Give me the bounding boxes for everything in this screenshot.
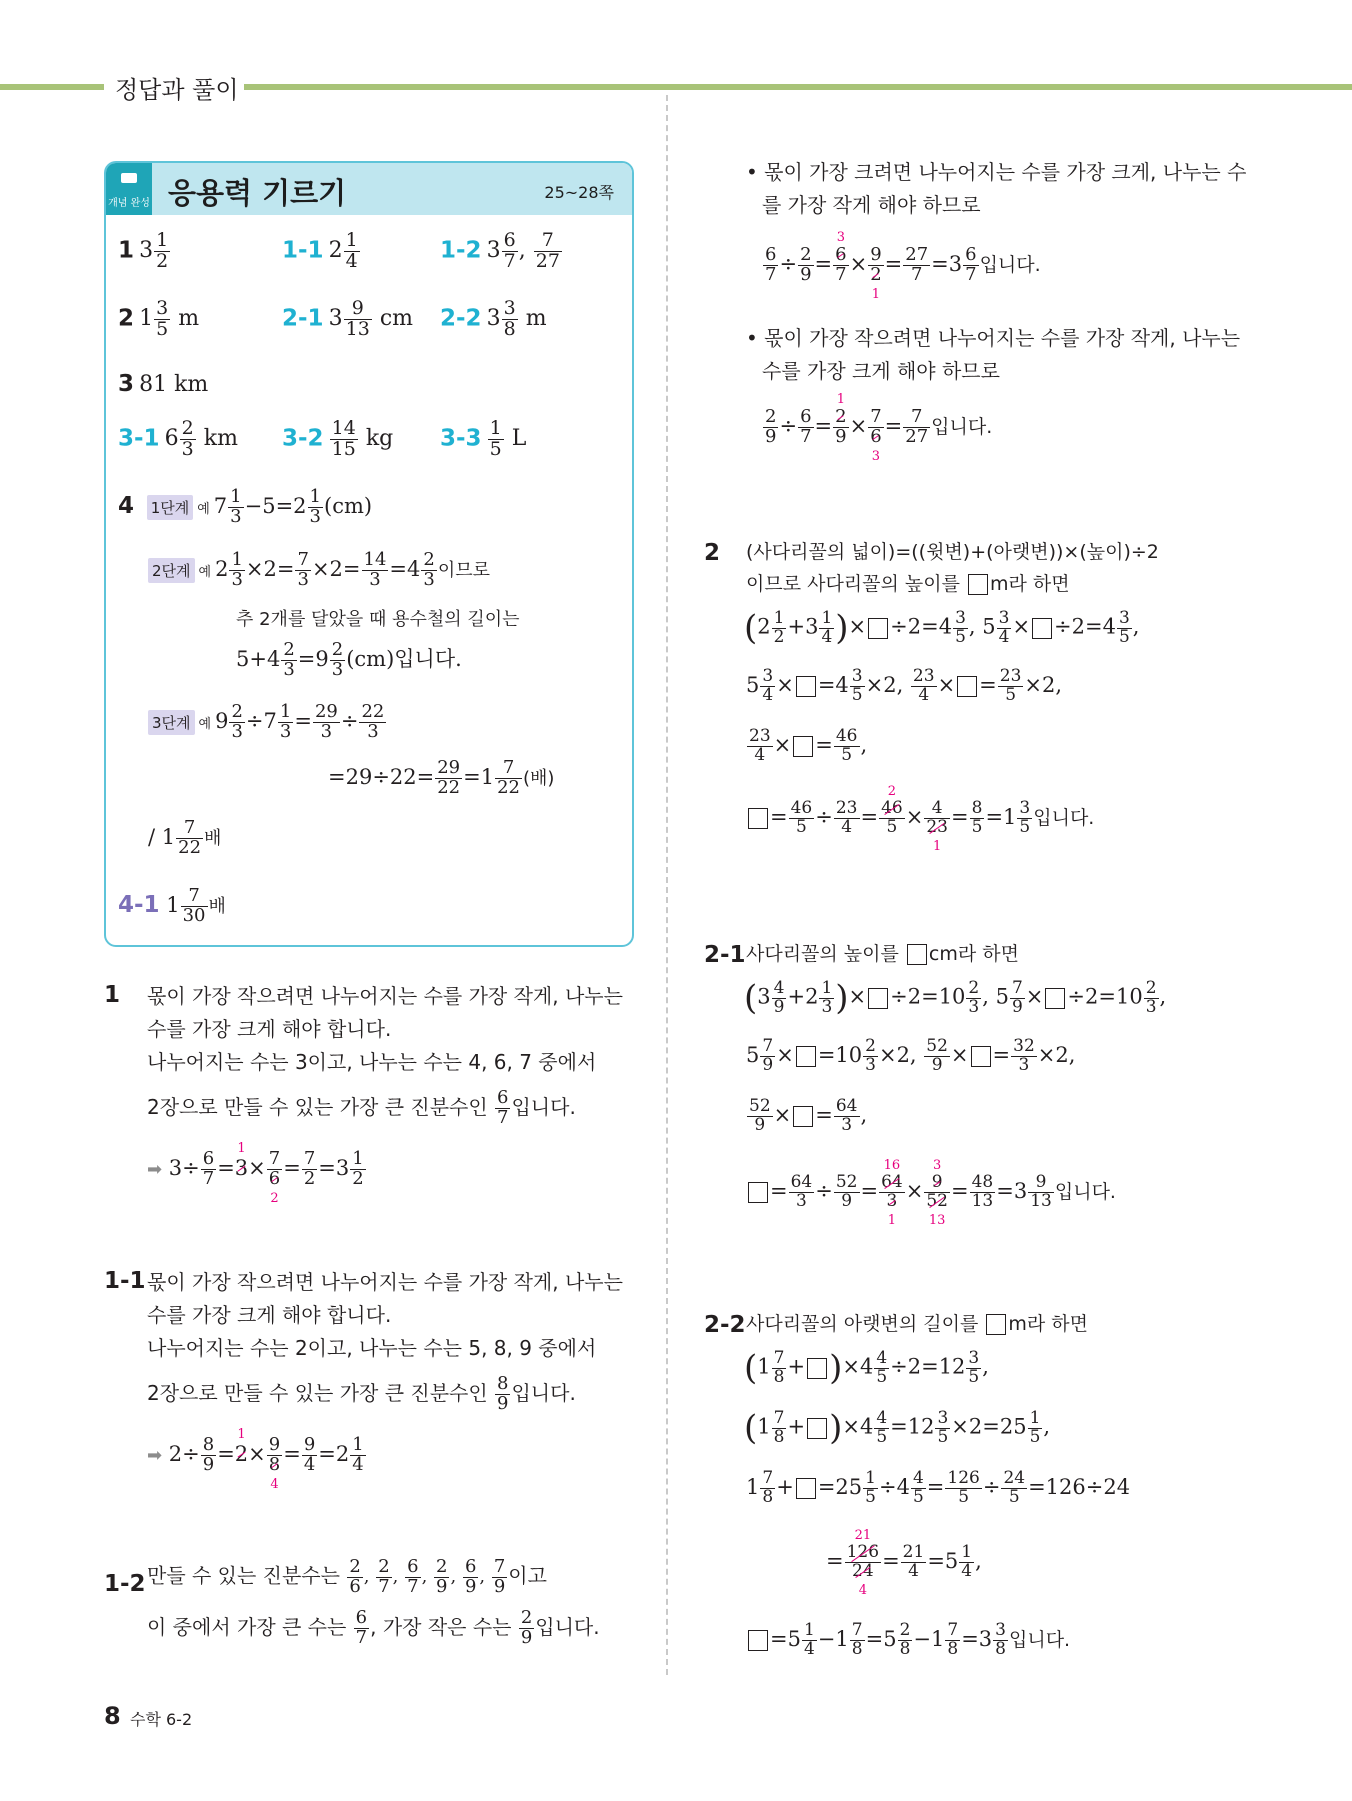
badge-label: 개념 완성 xyxy=(108,198,150,209)
header-rule-right xyxy=(244,84,1352,90)
solution-1-2-text: 만들 수 있는 진분수는 $\frac{2}{6}$ , $\frac{2}{7}$ , $\frac{6}{7}$ , $\frac{2}{9}$ , $\frac{6}{9}$ , $\frac{7}{9}$ 이고 이 중에서 가장 큰 수는 $\frac{6}{7}$ , 가장 작은 수는 $\frac{2}{9}$ 입니다. xyxy=(147,1556,600,1648)
concept-badge xyxy=(106,163,152,215)
solution-1-text: 몫이 가장 작으려면 나누어지는 수를 가장 작게, 나누는 수를 가장 크게 해야 합니다. 나누어지는 수는 3이고, 나누는 수는 4, 6, 7 중에서 2장으로 만들 수 있는 가장 큰 진분수인 $\frac{6}{7}$ 입니다. xyxy=(147,984,623,1128)
page-number: 8 xyxy=(104,1702,121,1730)
answer-3-2: 3-2 $\frac{14}{15}$ kg xyxy=(282,417,394,460)
solution-2-1-number: 2-1 xyxy=(704,942,746,968)
solution-2-eq1: (2 $\frac{1}{2}$ +3 $\frac{1}{4}$ )× ÷2=4 $\frac{3}{5}$ , 5 $\frac{3}{4}$ × ÷2=4 $\frac{3}{5}$ , xyxy=(744,607,1140,648)
solution-2-eq2: 5 $\frac{3}{4}$ × =4 $\frac{3}{5}$ ×2, $\frac{23}{4}$ × = $\frac{23}{5}$ ×2, xyxy=(746,666,1063,705)
footer-subject: 수학 6-2 xyxy=(130,1710,193,1729)
arrow-icon: ➡ xyxy=(147,1444,163,1466)
answer-4-1: 4-1 1 $\frac{7}{30}$ 배 xyxy=(118,885,226,926)
solution-2-2-eq3: 1 $\frac{7}{8}$ + =25 $\frac{1}{5}$ ÷4 $\frac{4}{5}$ = $\frac{126}{5}$ ÷ $\frac{24}{5}$ =126÷24 xyxy=(746,1468,1131,1507)
solution-2-eq4: = $\frac{46}{5}$ ÷ $\frac{23}{4}$ = 2 46 5 × 4 23 1 = $\frac{8}{5}$ =1 $\frac{3}{5}$ 입니다. xyxy=(746,800,1094,837)
solution-1-number: 1 xyxy=(104,982,121,1008)
solution-2-1-eq1: (3 $\frac{4}{9}$ +2 $\frac{1}{3}$ )× ÷2=10 $\frac{2}{3}$ , 5 $\frac{7}{9}$ × ÷2=10 $\frac{2}{3}$ , xyxy=(744,977,1167,1018)
solution-2-1-eq4: = $\frac{64}{3}$ ÷ $\frac{52}{9}$ = 16 64 3 1 × 3 9 52 13 = $\frac{48}{13}$ =3 $\frac{9}{13}$ 입니다. xyxy=(746,1174,1116,1211)
solution-2-1-eq2: 5 $\frac{7}{9}$ × =10 $\frac{2}{3}$ ×2, $\frac{52}{9}$ × = $\frac{32}{3}$ ×2, xyxy=(746,1036,1076,1075)
solution-2-1-line1: 사다리꼴의 높이를 cm라 하면 xyxy=(746,943,1019,965)
hand-icon xyxy=(121,173,137,183)
answer-2: 2 1 $\frac{3}{5}$ m xyxy=(118,297,200,340)
right-eq-2: $\frac{2}{9}$ ÷ $\frac{6}{7}$ = 1 2 9 × 7 6 3 = $\frac{7}{27}$ 입니다. xyxy=(765,392,993,465)
right-bullet-1: • 몫이 가장 크려면 나누어지는 수를 가장 크게, 나누는 수 를 가장 작게 해야 하므로 xyxy=(746,160,1247,217)
solution-2-number: 2 xyxy=(704,540,721,566)
page-range: 25~28쪽 xyxy=(544,183,614,202)
answer-4-step2: 2단계 예 2 $\frac{1}{3}$ ×2= $\frac{7}{3}$ ×2= $\frac{14}{3}$ =4 $\frac{2}{3}$ 이므로 xyxy=(148,551,490,590)
answer-4-step1: 4 1단계 예 7 $\frac{1}{3}$ −5=2 $\frac{1}{3}$ (cm) xyxy=(118,486,373,527)
answer-3-3: 3-3 $\frac{1}{5}$ L xyxy=(440,417,527,460)
answer-1-2: 1-2 3 $\frac{6}{7}$ , $\frac{7}{27}$ xyxy=(440,229,560,272)
answer-4-step3-line2: =29÷22= $\frac{29}{22}$ =1 $\frac{7}{22}$ (배) xyxy=(328,757,555,798)
right-eq-1: $\frac{6}{7}$ ÷ $\frac{2}{9}$ = 3 6 7 × 9 2 1 = $\frac{27}{7}$ =3 $\frac{6}{7}$ 입니다. xyxy=(765,230,1041,303)
section-title: 응용력 기르기 xyxy=(168,176,347,210)
blank-box xyxy=(968,574,988,595)
answer-4-step2-line2: 추 2개를 달았을 때 용수철의 길이는 xyxy=(236,609,520,630)
answer-2-2: 2-2 3 $\frac{3}{8}$ m xyxy=(440,297,547,340)
solution-2-2-eq4: = 21 126 24 4 = $\frac{21}{4}$ =5 $\frac{1}{4}$ , xyxy=(826,1528,982,1599)
arrow-icon: ➡ xyxy=(147,1158,163,1180)
solution-2-line2: 이므로 사다리꼴의 높이를 m라 하면 xyxy=(746,573,1070,595)
solution-2-eq3: $\frac{23}{4}$ × = $\frac{46}{5}$ , xyxy=(749,726,868,765)
solution-2-2-eq5: =5 $\frac{1}{4}$ −1 $\frac{7}{8}$ =5 $\frac{2}{8}$ −1 $\frac{7}{8}$ =3 $\frac{3}{8}$ 입니다. xyxy=(746,1622,1070,1659)
solution-2-1-eq3: $\frac{52}{9}$ × = $\frac{64}{3}$ , xyxy=(749,1096,868,1135)
solution-2-2-eq1: (1 $\frac{7}{8}$ + )×4 $\frac{4}{5}$ ÷2=12 $\frac{3}{5}$ , xyxy=(744,1347,989,1388)
answer-2-1: 2-1 3 $\frac{9}{13}$ cm xyxy=(282,297,414,340)
answer-box-header xyxy=(106,163,632,215)
right-bullet-2: • 몫이 가장 작으려면 나누어지는 수를 가장 작게, 나누는 수를 가장 크게 해야 하므로 xyxy=(746,326,1241,383)
answer-3: 3 81 km xyxy=(118,371,209,397)
solution-2-line1: (사다리꼴의 넓이)=((윗변)+(아랫변))×(높이)÷2 xyxy=(746,541,1159,563)
answer-box xyxy=(104,161,634,947)
answer-3-1: 3-1 6 $\frac{2}{3}$ km xyxy=(118,417,238,460)
column-divider xyxy=(666,95,668,1675)
solution-1-2-number: 1-2 xyxy=(104,1571,146,1597)
answer-4-final: / 1 $\frac{7}{22}$ 배 xyxy=(148,817,222,858)
blank-box xyxy=(907,944,927,965)
solution-1-equation: ➡ 3÷ $\frac{6}{7}$ = 1 3× 7 6 2 = $\frac{7}{2}$ =3 $\frac{1}{2}$ xyxy=(147,1140,364,1207)
page-header-title: 정답과 풀이 xyxy=(115,76,239,104)
solution-1-1-number: 1-1 xyxy=(104,1268,146,1294)
solution-2-2-number: 2-2 xyxy=(704,1312,746,1338)
solution-1-1-text: 몫이 가장 작으려면 나누어지는 수를 가장 작게, 나누는 수를 가장 크게 해야 합니다. 나누어지는 수는 2이고, 나누는 수는 5, 8, 9 중에서 2장으로 만들 수 있는 가장 큰 진분수인 $\frac{8}{9}$ 입니다. xyxy=(147,1270,623,1414)
solution-2-2-line1: 사다리꼴의 아랫변의 길이를 m라 하면 xyxy=(746,1313,1088,1335)
header-rule-left xyxy=(0,84,104,90)
answer-4-step3: 3단계 예 9 $\frac{2}{3}$ ÷7 $\frac{1}{3}$ = $\frac{29}{3}$ ÷ $\frac{22}{3}$ xyxy=(148,703,387,742)
blank-box xyxy=(986,1314,1006,1335)
answer-1-1: 1-1 2 $\frac{1}{4}$ xyxy=(282,229,358,272)
answer-1: 1 3 $\frac{1}{2}$ xyxy=(118,229,169,272)
solution-1-1-equation: ➡ 2÷ $\frac{8}{9}$ = 1 2× 9 8 4 = $\frac{9}{4}$ =2 $\frac{1}{4}$ xyxy=(147,1426,364,1493)
answer-4-step2-line3: 5+4 $\frac{2}{3}$ =9 $\frac{2}{3}$ (cm)입니다. xyxy=(236,639,462,680)
solution-2-2-eq2: (1 $\frac{7}{8}$ + )×4 $\frac{4}{5}$ =12 $\frac{3}{5}$ ×2=25 $\frac{1}{5}$ , xyxy=(744,1407,1051,1448)
